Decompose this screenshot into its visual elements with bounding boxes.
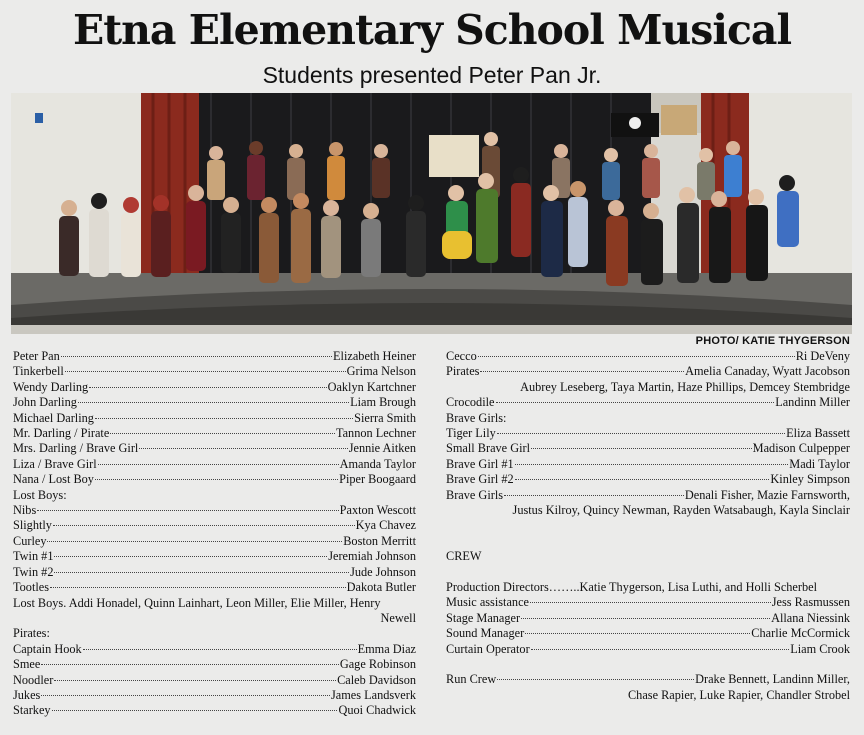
cast-role: Twin #2 — [13, 564, 54, 579]
cast-entry — [446, 349, 850, 364]
cast-role: Starkey — [13, 703, 51, 718]
leader-dots — [41, 664, 339, 665]
brave-girls-heading: Brave Girls: — [446, 410, 507, 425]
cast-role: Smee — [13, 657, 41, 672]
cast-entry — [13, 472, 416, 487]
leader-dots — [531, 448, 752, 449]
leader-dots — [478, 356, 795, 357]
cast-entry — [13, 426, 416, 441]
leader-dots — [515, 464, 789, 465]
leader-dots — [52, 710, 338, 711]
pirates-heading: Pirates: — [13, 626, 50, 641]
cast-role: Liza / Brave Girl — [13, 456, 97, 471]
cast-role: Tootles — [13, 580, 50, 595]
cast-name: Paxton Wescott — [339, 503, 416, 518]
cast-entry — [13, 364, 416, 379]
cast-role: Nibs — [13, 503, 37, 518]
cast-role: Pirates — [446, 364, 480, 379]
lost-boys-ensemble-cont: Newell — [380, 610, 416, 625]
cast-name: Elizabeth Heiner — [333, 349, 416, 363]
cast-entry — [446, 426, 850, 441]
leader-dots — [110, 433, 335, 434]
crew-role: Stage Manager — [446, 610, 521, 625]
leader-dots — [497, 433, 785, 434]
leader-dots — [83, 649, 357, 650]
headline: Etna Elementary School Musical — [72, 6, 792, 54]
cast-photo — [11, 93, 852, 334]
cast-name: Piper Boogaard — [339, 472, 416, 487]
cast-entry — [446, 395, 850, 410]
crew-entry — [446, 642, 850, 657]
leader-dots — [525, 633, 750, 634]
cast-entry — [446, 457, 850, 472]
crew-name: Jess Rasmussen — [771, 595, 850, 610]
cast-role: Nana / Lost Boy — [13, 472, 94, 487]
crew-entry — [446, 595, 850, 610]
cast-name: Landinn Miller — [775, 395, 850, 410]
cast-name: Gage Robinson — [339, 657, 416, 672]
cast-list-left — [13, 349, 416, 719]
leader-dots — [54, 572, 349, 573]
cast-role: Cecco — [446, 349, 477, 363]
cast-name: Caleb Davidson — [337, 672, 416, 687]
leader-dots — [54, 680, 336, 681]
cast-role: Crocodile — [446, 395, 495, 410]
crew-role: Production Directors — [446, 580, 549, 595]
run-crew-cont: Chase Rapier, Luke Rapier, Chandler Strobel — [627, 687, 850, 702]
leader-dots — [95, 479, 338, 480]
cast-name: Kya Chavez — [355, 518, 416, 533]
cast-name: Jude Johnson — [350, 564, 416, 579]
cast-role: Slightly — [13, 518, 52, 533]
cast-role: Noodler — [13, 672, 54, 687]
brave-girls-ensemble-cont: Justus Kilroy, Quincy Newman, Rayden Watsabaugh, Kayla Sinclair — [512, 503, 850, 518]
crew-name: Katie Thygerson, Lisa Luthi, and Holli Scherbel — [579, 580, 818, 595]
leader-dots — [78, 402, 349, 403]
cast-role: Tiger Lily — [446, 426, 496, 441]
cast-entry — [13, 565, 416, 580]
leader-dots — [504, 495, 684, 496]
cast-entry — [13, 380, 416, 395]
pirates-ensemble-cont: Aubrey Leseberg, Taya Martin, Haze Phillips, Demcey Stembridge — [520, 379, 850, 394]
cast-entry — [13, 549, 416, 564]
crew-entry — [446, 580, 850, 595]
cast-name: James Landsverk — [330, 687, 416, 702]
cast-entry — [13, 518, 416, 533]
leader-dots — [531, 649, 790, 650]
cast-entry — [13, 441, 416, 456]
cast-name: Kinley Simpson — [770, 472, 850, 487]
lost-boys-heading: Lost Boys: — [13, 487, 67, 502]
crew-ellipsis: …….. — [548, 580, 580, 595]
cast-role: Twin #1 — [13, 549, 54, 564]
leader-dots — [53, 525, 355, 526]
cast-entry — [13, 349, 416, 364]
cast-role: Captain Hook — [13, 641, 82, 656]
cast-role: Brave Girl #2 — [446, 472, 514, 487]
cast-role: Wendy Darling — [13, 379, 89, 394]
cast-name: Oaklyn Kartchner — [327, 379, 416, 394]
subheadline: Students presented Peter Pan Jr. — [262, 62, 602, 88]
photo-credit: PHOTO/ KATIE THYGERSON — [695, 335, 850, 347]
cast-name: Dakota Butler — [346, 580, 416, 595]
leader-dots — [89, 387, 326, 388]
cast-entry — [446, 488, 850, 503]
cast-role: Mr. Darling / Pirate — [13, 426, 110, 441]
cast-role: Tinkerbell — [13, 364, 64, 379]
leader-dots — [47, 541, 342, 542]
cast-role: Brave Girl #1 — [446, 456, 514, 471]
cast-name: Madi Taylor — [789, 456, 850, 471]
leader-dots — [37, 510, 338, 511]
cast-name: Madison Culpepper — [752, 441, 850, 456]
cast-list-right — [446, 349, 850, 703]
cast-name: Denali Fisher, Mazie Farnsworth, — [684, 487, 850, 502]
crew-role: Curtain Operator — [446, 641, 530, 656]
cast-entry — [13, 411, 416, 426]
leader-dots — [95, 418, 353, 419]
cast-role: Brave Girls — [446, 487, 504, 502]
cast-name: Amelia Canaday, Wyatt Jacobson — [685, 364, 850, 379]
crew-entry — [446, 611, 850, 626]
crew-entry — [446, 626, 850, 641]
crew-heading: CREW — [446, 549, 482, 564]
cast-role: Curley — [13, 533, 47, 548]
leader-dots — [98, 464, 339, 465]
cast-entry — [13, 580, 416, 595]
crew-name: Drake Bennett, Landinn Miller, — [695, 672, 850, 687]
cast-entry — [446, 441, 850, 456]
crew-role: Music assistance — [446, 595, 529, 610]
leader-dots — [54, 556, 327, 557]
cast-entry — [13, 457, 416, 472]
leader-dots — [521, 618, 770, 619]
cast-role: Peter Pan — [13, 349, 60, 363]
cast-role: John Darling — [13, 395, 77, 410]
crew-role: Run Crew — [446, 672, 497, 687]
leader-dots — [530, 602, 771, 603]
crew-name: Allana Niessink — [771, 610, 850, 625]
cast-name: Grima Nelson — [346, 364, 416, 379]
cast-name: Tannon Lechner — [335, 426, 416, 441]
leader-dots — [480, 371, 684, 372]
leader-dots — [497, 679, 694, 680]
crew-entry — [446, 672, 850, 687]
leader-dots — [50, 587, 346, 588]
cast-entry — [446, 472, 850, 487]
cast-role: Mrs. Darling / Brave Girl — [13, 441, 139, 456]
cast-name: Boston Merritt — [343, 533, 416, 548]
cast-entry — [446, 364, 850, 379]
leader-dots — [65, 371, 346, 372]
cast-name: Eliza Bassett — [786, 426, 850, 441]
leader-dots — [139, 448, 347, 449]
stage-photo-illustration — [11, 93, 852, 334]
cast-entry — [13, 657, 416, 672]
cast-name: Sierra Smith — [354, 410, 416, 425]
cast-entry — [13, 395, 416, 410]
leader-dots — [496, 402, 775, 403]
cast-name: Ri DeVeny — [795, 349, 850, 363]
cast-name: Liam Brough — [350, 395, 416, 410]
cast-entry — [13, 534, 416, 549]
cast-entry — [13, 642, 416, 657]
cast-role: Jukes — [13, 687, 41, 702]
cast-entry — [13, 673, 416, 688]
cast-name: Amanda Taylor — [339, 456, 416, 471]
cast-name: Jennie Aitken — [348, 441, 416, 456]
cast-entry — [13, 703, 416, 718]
cast-role: Small Brave Girl — [446, 441, 531, 456]
crew-name: Liam Crook — [790, 641, 850, 656]
lost-boys-ensemble: Lost Boys. Addi Honadel, Quinn Lainhart, Leon Miller, Elie Miller, Henry — [13, 595, 381, 610]
crew-name: Charlie McCormick — [751, 626, 850, 641]
leader-dots — [41, 695, 330, 696]
cast-entry — [13, 688, 416, 703]
leader-dots — [515, 479, 770, 480]
cast-name: Emma Diaz — [357, 641, 416, 656]
cast-name: Quoi Chadwick — [338, 703, 416, 718]
crew-role: Sound Manager — [446, 626, 525, 641]
cast-entry — [13, 503, 416, 518]
cast-name: Jeremiah Johnson — [328, 549, 416, 564]
cast-role: Michael Darling — [13, 410, 94, 425]
leader-dots — [61, 356, 332, 357]
